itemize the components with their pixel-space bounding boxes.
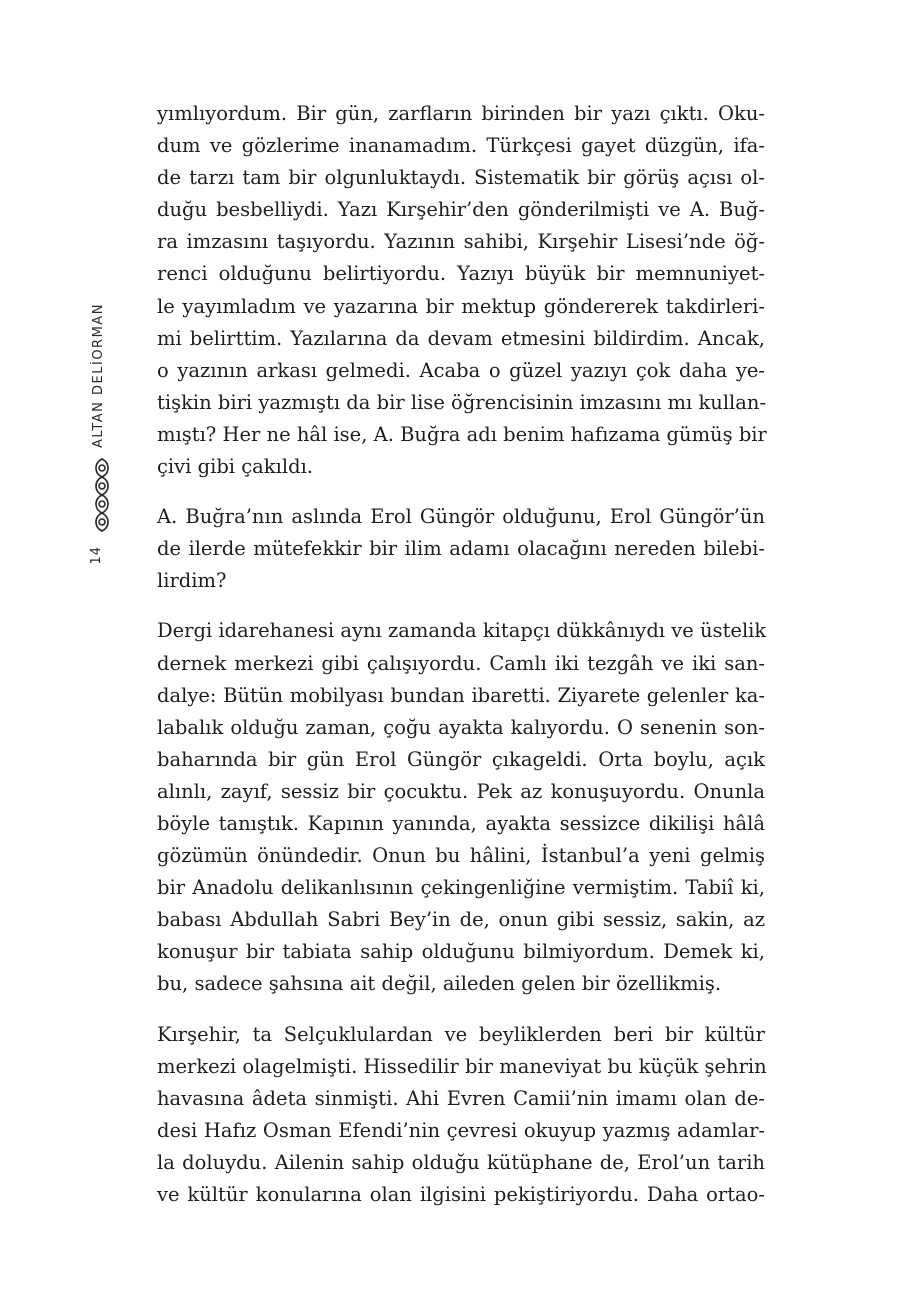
text-line: böyle tanıştık. Kapının yanında, ayakta sessizce dikilişi hâlâ bbox=[157, 811, 765, 835]
text-line: duğu besbelliydi. Yazı Kırşehir’den gönderilmişti ve A. Buğ- bbox=[157, 198, 765, 222]
text-line: gözümün önündedir. Onun bu hâlini, İstanbul’a yeni gelmiş bbox=[157, 844, 765, 868]
text-line: renci olduğunu belirtiyordu. Yazıyı büyük bir memnuniyet- bbox=[157, 262, 765, 286]
text-line: dalye: Bütün mobilyası bundan ibaretti. Ziyarete gelenler ka- bbox=[157, 683, 765, 707]
text-line: le yayımladım ve yazarına bir mektup göndererek takdirleri- bbox=[157, 294, 765, 318]
text-line: mıştı? Her ne hâl ise, A. Buğra adı benim hafızama gümüş bir bbox=[157, 422, 767, 446]
text-line: tişkin biri yazmıştı da bir lise öğrencisinin imzasını mı kullan- bbox=[157, 390, 767, 414]
text-line: Dergi idarehanesi aynı zamanda kitapçı dükkânıydı ve üstelik bbox=[157, 619, 767, 643]
text-line: alınlı, zayıf, sessiz bir çocuktu. Pek az konuşuyordu. Onunla bbox=[157, 779, 765, 803]
text-line: Kırşehir, ta Selçuklulardan ve beyliklerden beri bir kültür bbox=[157, 1022, 765, 1046]
text-line: la doluydu. Ailenin sahip olduğu kütüphane de, Erol’un tarih bbox=[157, 1150, 765, 1174]
text-line: mi belirttim. Yazılarına da devam etmesini bildirdim. Ancak, bbox=[157, 326, 765, 350]
text-line: ra imzasını taşıyordu. Yazının sahibi, Kırşehir Lisesi’nde öğ- bbox=[157, 230, 765, 254]
text-line: babası Abdullah Sabri Bey’in de, onun gibi sessiz, sakin, az bbox=[157, 908, 765, 932]
text-line: lirdim? bbox=[157, 569, 227, 593]
page-number: 14 bbox=[89, 546, 104, 565]
text-line: dernek merkezi gibi çalışıyordu. Camlı iki tezgâh ve iki san- bbox=[157, 651, 765, 675]
text-line: bu, sadece şahsına ait değil, aileden gelen bir özellikmiş. bbox=[157, 972, 722, 996]
text-line: A. Buğra’nın aslında Erol Güngör olduğunu, Erol Güngör’ün bbox=[157, 505, 765, 529]
text-line: havasına âdeta sinmişti. Ahi Evren Camii’nin imamı olan de- bbox=[157, 1086, 765, 1110]
text-line: de ilerde mütefekkir bir ilim adamı olacağını nereden bilebi- bbox=[157, 537, 765, 561]
text-line: merkezi olagelmişti. Hissedilir bir maneviyat bu küçük şehrin bbox=[157, 1054, 767, 1078]
text-line: baharında bir gün Erol Güngör çıkageldi. Orta boylu, açık bbox=[157, 747, 765, 771]
text-line: ve kültür konularına olan ilgisini pekiştiriyordu. Daha ortao- bbox=[157, 1183, 765, 1206]
text-line: desi Hafız Osman Efendi’nin çevresi okuyup yazmış adamlar- bbox=[157, 1118, 765, 1142]
paragraph bbox=[157, 501, 765, 597]
paragraph bbox=[157, 1019, 765, 1212]
text-line: labalık olduğu zaman, çoğu ayakta kalıyordu. O senenin son- bbox=[157, 715, 765, 739]
text-line: dum ve gözlerime inanamadım. Türkçesi gayet düzgün, ifa- bbox=[157, 134, 765, 158]
text-line: o yazının arkası gelmedi. Acaba o güzel yazıyı çok daha ye- bbox=[157, 358, 765, 382]
swirl-ornament-icon bbox=[90, 455, 114, 535]
paragraph bbox=[157, 615, 765, 1000]
text-line: konuşur bir tabiata sahip olduğunu bilmiyordum. Demek ki, bbox=[157, 940, 765, 964]
text-line: de tarzı tam bir olgunluktaydı. Sistematik bir görüş açısı ol- bbox=[157, 166, 765, 190]
body-text bbox=[157, 98, 765, 1229]
running-header bbox=[88, 290, 118, 576]
text-line: bir Anadolu delikanlısının çekingenliğine vermiştim. Tabiî ki, bbox=[157, 876, 765, 900]
text-line: yımlıyordum. Bir gün, zarfların birinden bir yazı çıktı. Oku- bbox=[157, 102, 765, 125]
paragraph bbox=[157, 98, 765, 483]
text-line: çivi gibi çakıldı. bbox=[157, 455, 313, 479]
author-name: ALTAN DELİORMAN bbox=[91, 303, 106, 448]
